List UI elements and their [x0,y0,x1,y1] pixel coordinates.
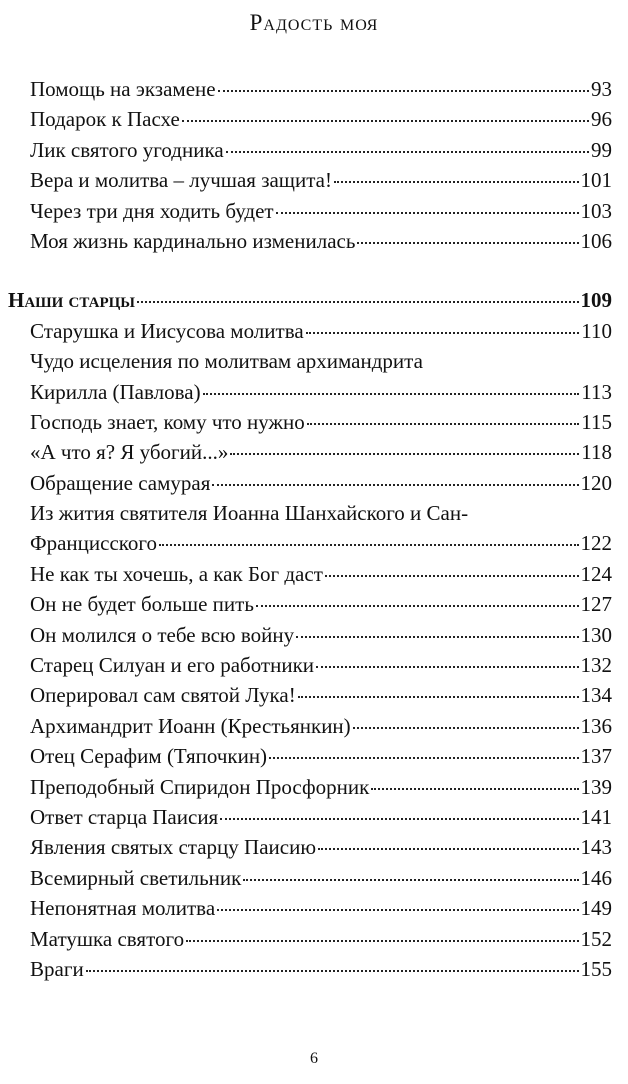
entry-page: 99 [591,137,612,162]
entry-title: Враги [30,956,84,981]
entry-page: 115 [581,409,612,434]
entry-title: Обращение самурая [30,470,211,495]
toc-entry [30,924,612,954]
toc-entry [30,135,612,165]
toc-entry [30,316,612,346]
entry-title: Помощь на экзамене [30,77,216,101]
leader-dots [318,848,578,850]
toc-entry [30,377,612,407]
section-gap [30,256,612,285]
entry-title: Через три дня ходить будет [30,198,274,223]
entry-page: 146 [580,865,612,890]
entry-title: Старушка и Иисусова молитва [30,318,304,343]
toc-entry [30,196,612,226]
entry-page: 134 [580,683,612,708]
toc-section-heading [8,285,612,315]
entry-title: Непонятная молитва [30,896,216,921]
entry-title: Преподобный Спиридон Просфорник [30,774,370,799]
entry-page: 106 [580,228,612,253]
leader-dots [182,120,589,122]
toc-entry [30,104,612,134]
toc-group-1 [30,74,612,256]
entry-title: Он молился о тебе всю войну [30,622,295,647]
leader-dots [256,605,579,607]
entry-title: Кирилла (Павлова) [30,379,201,404]
entry-title: Не как ты хочешь, а как Бог даст [30,561,323,586]
entry-title: Всемирный светильник [30,865,242,890]
leader-dots [325,575,579,577]
section-page: 109 [580,288,612,313]
leader-dots [307,423,580,425]
leader-dots [298,696,579,698]
leader-dots [306,332,580,334]
entry-page: 136 [580,713,612,738]
entry-page: 137 [580,744,612,769]
toc-entry [30,468,612,498]
leader-dots [212,484,578,486]
entry-title: Ответ старца Паисия [30,804,219,829]
leader-dots [371,788,578,790]
entry-page: 120 [580,470,612,495]
toc-entry [30,741,612,771]
leader-dots [159,544,579,546]
entry-title: Лик святого угодника [30,137,224,162]
toc-entry [30,437,612,467]
leader-dots [226,151,589,153]
entry-title: Явления святых старцу Паисию [30,835,317,860]
entry-title: «А что я? Я убогий...» [30,440,229,465]
leader-dots [217,909,578,911]
leader-dots [137,301,578,303]
entry-page: 110 [581,318,612,343]
leader-dots [203,393,580,395]
entry-page: 118 [581,440,612,465]
entry-page: 130 [580,622,612,647]
entry-title: Подарок к Пасхе [30,107,180,132]
toc-entry [30,407,612,437]
entry-page: 96 [591,107,612,132]
leader-dots [353,727,579,729]
toc-entry [30,620,612,650]
entry-page: 149 [580,896,612,921]
entry-page: 93 [591,77,612,101]
leader-dots [296,636,578,638]
leader-dots [218,90,589,92]
page-number: 6 [310,1050,318,1067]
entry-page: 152 [580,926,612,951]
entry-page: 139 [580,774,612,799]
entry-page: 101 [580,168,612,193]
entry-title-first-line: Из жития святителя Иоанна Шанхайского и Сан- [30,501,469,526]
leader-dots [220,818,578,820]
leader-dots [334,181,579,183]
toc-entry [30,772,612,802]
entry-title: Оперировал сам святой Лука! [30,683,296,708]
entry-page: 127 [580,592,612,617]
entry-title: Отец Серафим (Тяпочкин) [30,744,268,769]
entry-title: Вера и молитва – лучшая защита! [30,168,332,193]
toc-entry [30,893,612,923]
leader-dots [276,212,579,214]
entry-title: Моя жизнь кардинально изменилась [30,228,356,253]
toc-entry [30,226,612,256]
toc-entry-line [30,346,612,376]
entry-page: 122 [580,531,612,556]
leader-dots [230,453,579,455]
toc-entry-line [30,498,612,528]
toc-entry [30,74,612,104]
toc-entry [30,680,612,710]
entry-page: 143 [580,835,612,860]
toc-entry [30,528,612,558]
leader-dots [86,970,579,972]
leader-dots [243,879,578,881]
leader-dots [357,242,578,244]
entry-page: 124 [580,561,612,586]
entry-page: 132 [580,653,612,678]
toc-entry [30,832,612,862]
entry-title: Францисского [30,531,157,556]
entry-page: 141 [580,804,612,829]
entry-title: Старец Силуан и его работники [30,653,315,678]
toc-entry [30,165,612,195]
entry-title-first-line: Чудо исцеления по молитвам архимандрита [30,349,423,374]
toc-entry [30,650,612,680]
toc-group-2 [30,316,612,985]
entry-title: Господь знает, кому что нужно [30,409,305,434]
entry-page: 113 [581,379,612,404]
toc-entry [30,863,612,893]
entry-title: Матушка святого [30,926,185,951]
table-of-contents [8,74,612,984]
entry-title: Архимандрит Иоанн (Крестьянкин) [30,713,351,738]
toc-entry [30,711,612,741]
toc-entry [30,559,612,589]
leader-dots [269,757,578,759]
toc-entry [30,954,612,984]
leader-dots [186,940,578,942]
leader-dots [316,666,578,668]
section-title: Наши старцы [8,288,136,313]
toc-entry [30,589,612,619]
entry-page: 155 [580,956,612,981]
entry-title: Он не будет больше пить [30,592,254,617]
running-header: Радость моя [249,10,379,35]
toc-entry [30,802,612,832]
entry-page: 103 [580,198,612,223]
